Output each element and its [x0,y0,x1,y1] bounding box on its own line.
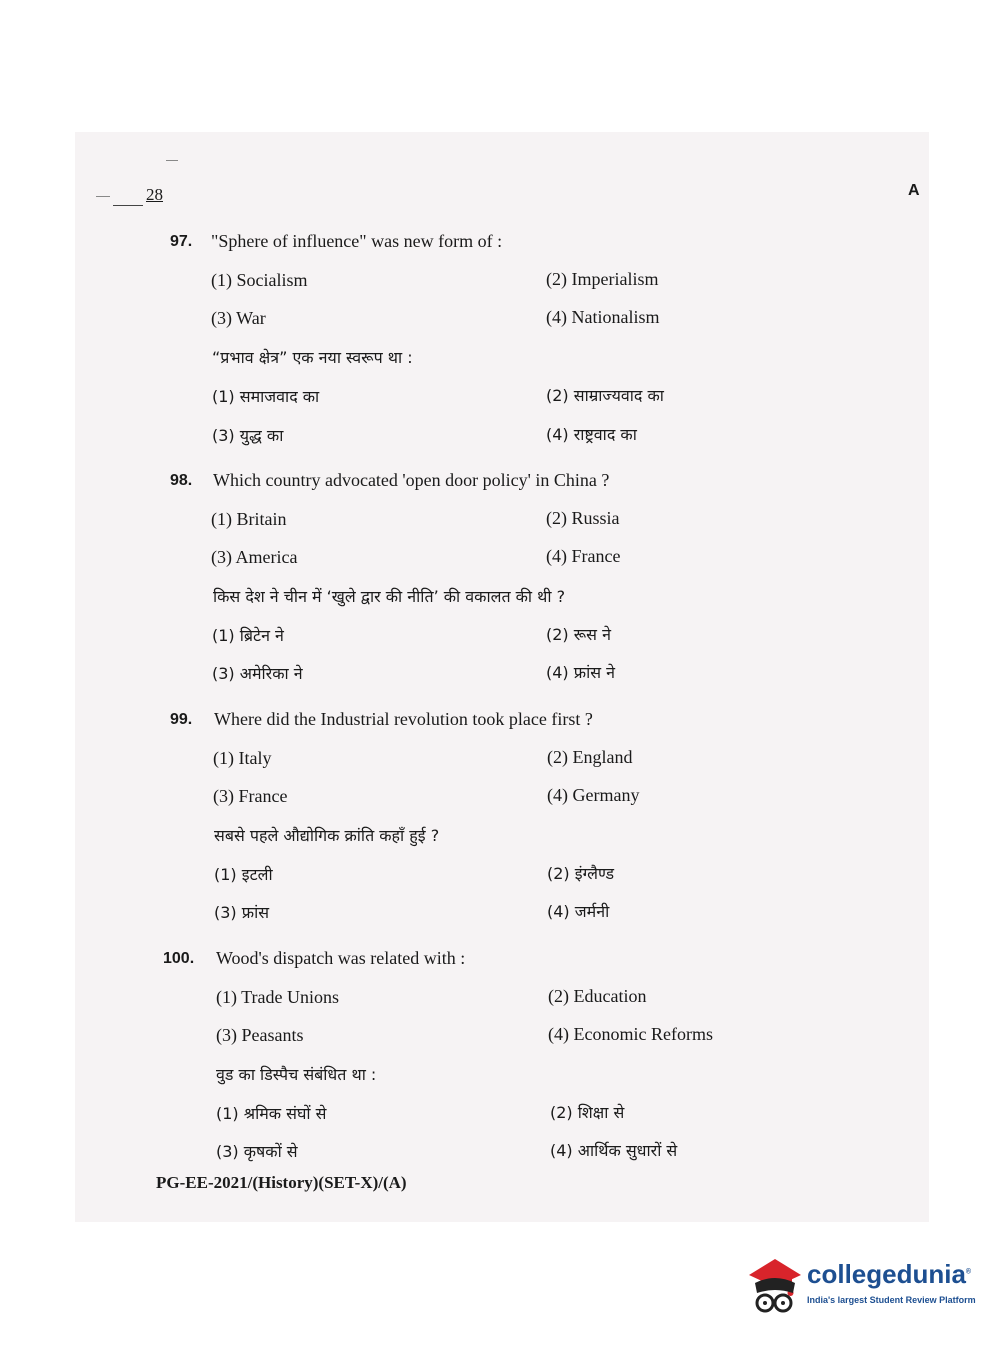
question-number: 100. [163,950,195,967]
option-1-hi: (1) इटली [214,865,273,884]
option-1-en: (1) Socialism [211,270,308,290]
set-code: A [908,182,920,199]
brand-tagline: India's largest Student Review Platform [807,1295,976,1305]
option-2-hi: (2) साम्राज्यवाद का [546,386,664,405]
question-text-hi: “प्रभाव क्षेत्र” एक नया स्वरूप था : [212,348,413,367]
brand-name [807,1259,971,1290]
option-1-en: (1) Italy [213,748,272,768]
question-text-en: "Sphere of influence" was new form of : [211,231,503,251]
question-text-hi: वुड का डिस्पैच संबंधित था : [216,1065,377,1084]
option-4-hi: (4) आर्थिक सुधारों से [550,1141,678,1160]
mascot-icon [745,1253,805,1323]
option-3-en: (3) War [211,308,266,328]
option-3-en: (3) America [211,547,298,567]
question-number: 98. [170,472,193,489]
option-4-en: (4) Germany [547,785,640,805]
option-3-en: (3) Peasants [216,1025,304,1045]
option-4-hi: (4) जर्मनी [547,902,610,921]
option-3-hi: (3) अमेरिका ने [212,664,303,683]
option-1-en: (1) Britain [211,509,287,529]
page-number: 28 [146,185,163,204]
option-2-en: (2) Education [548,986,647,1006]
option-2-hi: (2) इंग्लैण्ड [547,864,615,883]
question-number: 97. [170,233,193,250]
option-1-hi: (1) ब्रिटेन ने [212,626,284,645]
option-4-hi: (4) राष्ट्रवाद का [546,425,637,444]
question-text-hi: सबसे पहले औद्योगिक क्रांति कहाँ हुई ? [214,826,440,845]
margin-mark [96,196,110,197]
option-3-hi: (3) युद्ध का [212,426,284,445]
option-3-hi: (3) कृषकों से [216,1142,298,1161]
question-number: 99. [170,711,193,728]
margin-mark [166,160,178,161]
option-2-hi: (2) शिक्षा से [550,1103,625,1122]
option-2-en: (2) Imperialism [546,269,659,289]
option-3-hi: (3) फ्रांस [214,903,270,922]
question-text-hi: किस देश ने चीन में ‘खुले द्वार की नीति’ की वकालत की थी ? [213,587,566,606]
option-1-hi: (1) श्रमिक संघों से [216,1104,327,1123]
question-text-en: Where did the Industrial revolution took place first ? [214,709,593,729]
brand-text: collegedunia [807,1259,966,1289]
collegedunia-logo [745,1253,976,1323]
option-2-en: (2) Russia [546,508,620,528]
question-text-en: Wood's dispatch was related with : [216,948,466,968]
option-4-en: (4) Nationalism [546,307,660,327]
margin-mark [113,205,143,206]
option-4-en: (4) France [546,546,621,566]
option-3-en: (3) France [213,786,288,806]
paper-code-footer: PG-EE-2021/(History)(SET-X)/(A) [156,1173,407,1192]
question-text-en: Which country advocated 'open door policy' in China ? [213,470,610,490]
option-2-en: (2) England [547,747,633,767]
option-1-en: (1) Trade Unions [216,987,340,1007]
question-paper-sheet [75,132,929,1222]
registered-mark: ® [965,1268,972,1276]
option-2-hi: (2) रूस ने [546,625,611,644]
option-1-hi: (1) समाजवाद का [212,387,320,406]
option-4-en: (4) Economic Reforms [548,1024,713,1044]
option-4-hi: (4) फ्रांस ने [546,663,616,682]
